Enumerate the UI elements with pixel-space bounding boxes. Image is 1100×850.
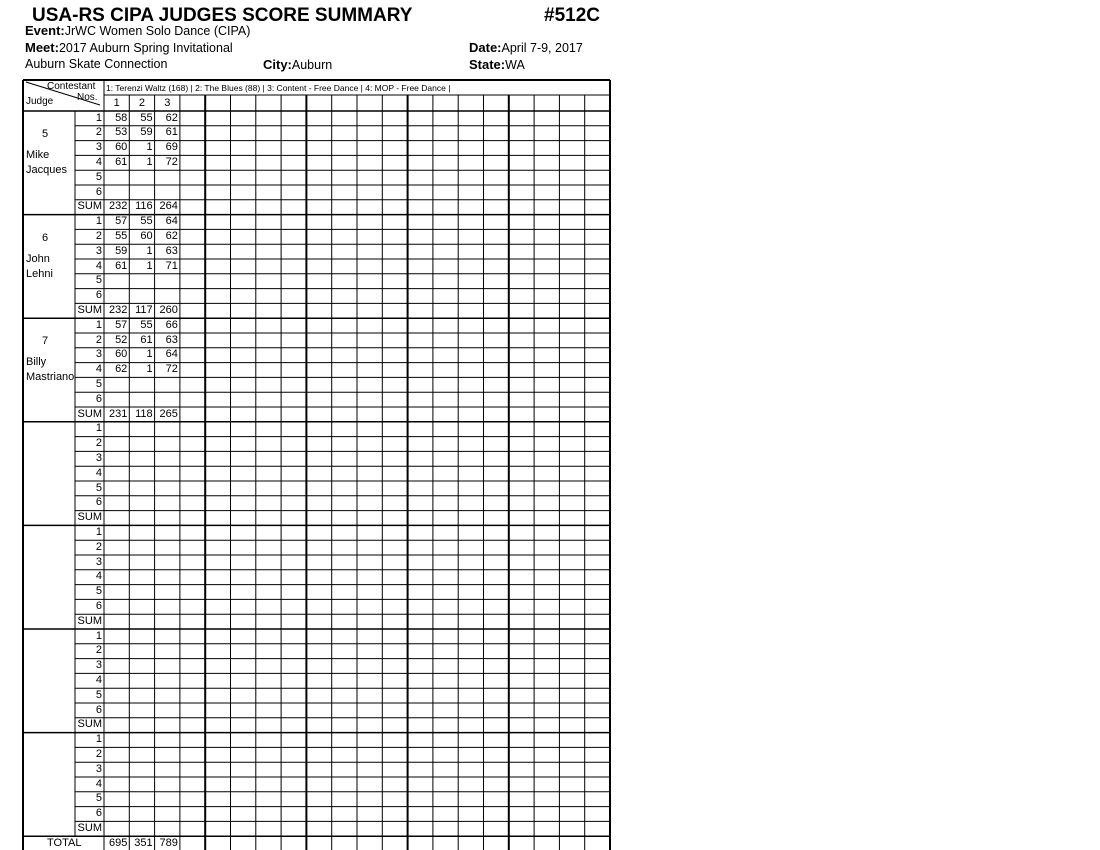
row-label: 3 [95,762,102,775]
row-label: 1 [95,525,102,538]
judge-first-name: Mike [26,149,50,161]
row-label: 3 [95,659,102,672]
row-label: SUM [77,718,102,731]
row-label: 1 [95,733,102,746]
row-label: 6 [95,289,102,302]
row-label: 6 [95,703,102,716]
row-label: 1 [95,629,102,642]
judge-first-name: Billy [26,356,47,369]
row-label: 2 [95,644,102,657]
corner-contestant-label: Contestant [47,81,96,92]
score-cell: 1 [146,141,153,154]
city-value: Auburn [291,58,333,72]
row-label: SUM [77,303,102,316]
score-cell: 61 [115,259,128,272]
score-cell: 232 [108,303,128,316]
dance-legend: 1: Terenzi Waltz (168) | 2: The Blues (88) | 3: Content - Free Dance | 4: MOP - Free Dance | [106,83,451,93]
judge-last-name: Lehni [26,267,53,280]
event-value: JrWC Women Solo Dance (CIPA) [64,24,251,38]
score-cell: 59 [115,244,128,257]
score-cell: 64 [165,215,178,228]
row-label: 2 [95,437,102,450]
club-name: Auburn Skate Connection [25,57,168,71]
date-label: Date: [469,40,502,55]
row-label: 6 [95,496,102,509]
row-label: 4 [95,259,102,272]
score-cell: 57 [115,318,128,331]
score-cell: 1 [146,244,153,257]
row-label: 6 [95,392,102,405]
total-label: TOTAL [47,837,82,849]
row-label: 5 [95,170,102,183]
score-cell: 62 [165,111,178,124]
score-cell: 55 [115,229,128,242]
judge-last-name: Jacques [26,164,67,176]
state-value: WA [505,58,525,72]
judge-first-name: John [26,252,50,265]
row-label: 4 [95,363,102,376]
score-cell: 1 [146,348,153,361]
row-label: 6 [95,807,102,820]
form-number: #512C [544,5,600,26]
score-cell: 66 [165,318,178,331]
judge-number: 7 [42,335,49,348]
row-label: 1 [95,215,102,228]
row-label: 5 [95,481,102,494]
form-title: USA-RS CIPA JUDGES SCORE SUMMARY [32,5,413,26]
row-label: SUM [77,407,102,420]
row-label: 3 [95,555,102,568]
score-cell: 60 [115,348,128,361]
row-label: 1 [95,111,102,124]
row-label: 3 [95,451,102,464]
contestant-col-header: 3 [164,97,171,109]
row-label: 5 [95,585,102,598]
score-cell: 59 [140,126,153,139]
contestant-col-header: 1 [113,97,120,109]
score-cell: 116 [135,200,153,213]
score-cell: 265 [159,407,178,420]
score-cell: 53 [115,126,128,139]
contestant-col-header: 2 [138,97,145,109]
row-label: 4 [95,570,102,583]
row-label: 2 [95,229,102,242]
total-cell: 695 [108,837,128,849]
score-cell: 63 [165,244,178,257]
corner-nos-label: Nos. [77,92,98,103]
score-cell: 55 [140,215,153,228]
city-label: City: [263,57,292,72]
score-cell: 62 [115,363,128,376]
event-label: Event: [25,23,65,38]
row-label: 5 [95,792,102,805]
score-cell: 231 [108,407,128,420]
score-cell: 1 [146,363,153,376]
row-label: 1 [95,318,102,331]
score-cell: 232 [108,200,128,213]
score-cell: 264 [159,200,178,213]
total-cell: 351 [134,837,153,849]
score-cell: 55 [140,318,153,331]
row-label: 5 [95,274,102,287]
score-cell: 1 [146,259,153,272]
score-cell: 61 [115,155,128,168]
row-label: 1 [95,422,102,435]
score-cell: 60 [140,229,153,242]
state-label: State: [469,57,506,72]
row-label: 4 [95,155,102,168]
meet-label: Meet: [25,40,59,55]
score-cell: 72 [165,363,178,376]
judge-last-name: Mastriano [26,371,75,384]
total-cell: 789 [159,837,178,849]
score-cell: 260 [159,303,178,316]
row-label: 4 [95,466,102,479]
score-cell: 61 [140,333,153,346]
row-label: SUM [77,614,102,627]
score-cell: 64 [165,348,178,361]
row-label: 2 [95,747,102,760]
row-label: 4 [95,673,102,686]
score-cell: 71 [165,259,178,272]
judge-number: 6 [42,231,49,244]
row-label: 3 [95,244,102,257]
score-cell: 1 [146,155,153,168]
judge-number: 5 [42,128,49,140]
row-label: 6 [95,185,102,198]
row-label: 4 [95,777,102,790]
row-label: SUM [77,200,102,213]
date-value: April 7-9, 2017 [501,41,583,55]
meet-value: 2017 Auburn Spring Invitational [58,41,233,55]
row-label: 3 [95,141,102,154]
score-cell: 58 [115,111,128,124]
score-cell: 63 [165,333,178,346]
row-label: 2 [95,333,102,346]
row-label: 6 [95,599,102,612]
row-label: SUM [77,821,102,834]
score-cell: 72 [165,155,178,168]
row-label: 2 [95,126,102,139]
score-cell: 69 [165,141,178,154]
score-cell: 61 [165,126,178,139]
score-cell: 62 [165,229,178,242]
row-label: 3 [95,348,102,361]
corner-judge-label: Judge [26,96,54,107]
score-cell: 118 [135,407,153,420]
row-label: 5 [95,377,102,390]
score-cell: 57 [115,215,128,228]
score-cell: 117 [135,303,153,316]
score-cell: 60 [115,141,128,154]
row-label: 5 [95,688,102,701]
row-label: SUM [77,511,102,524]
score-cell: 55 [140,111,153,124]
row-label: 2 [95,540,102,553]
score-cell: 52 [115,333,128,346]
